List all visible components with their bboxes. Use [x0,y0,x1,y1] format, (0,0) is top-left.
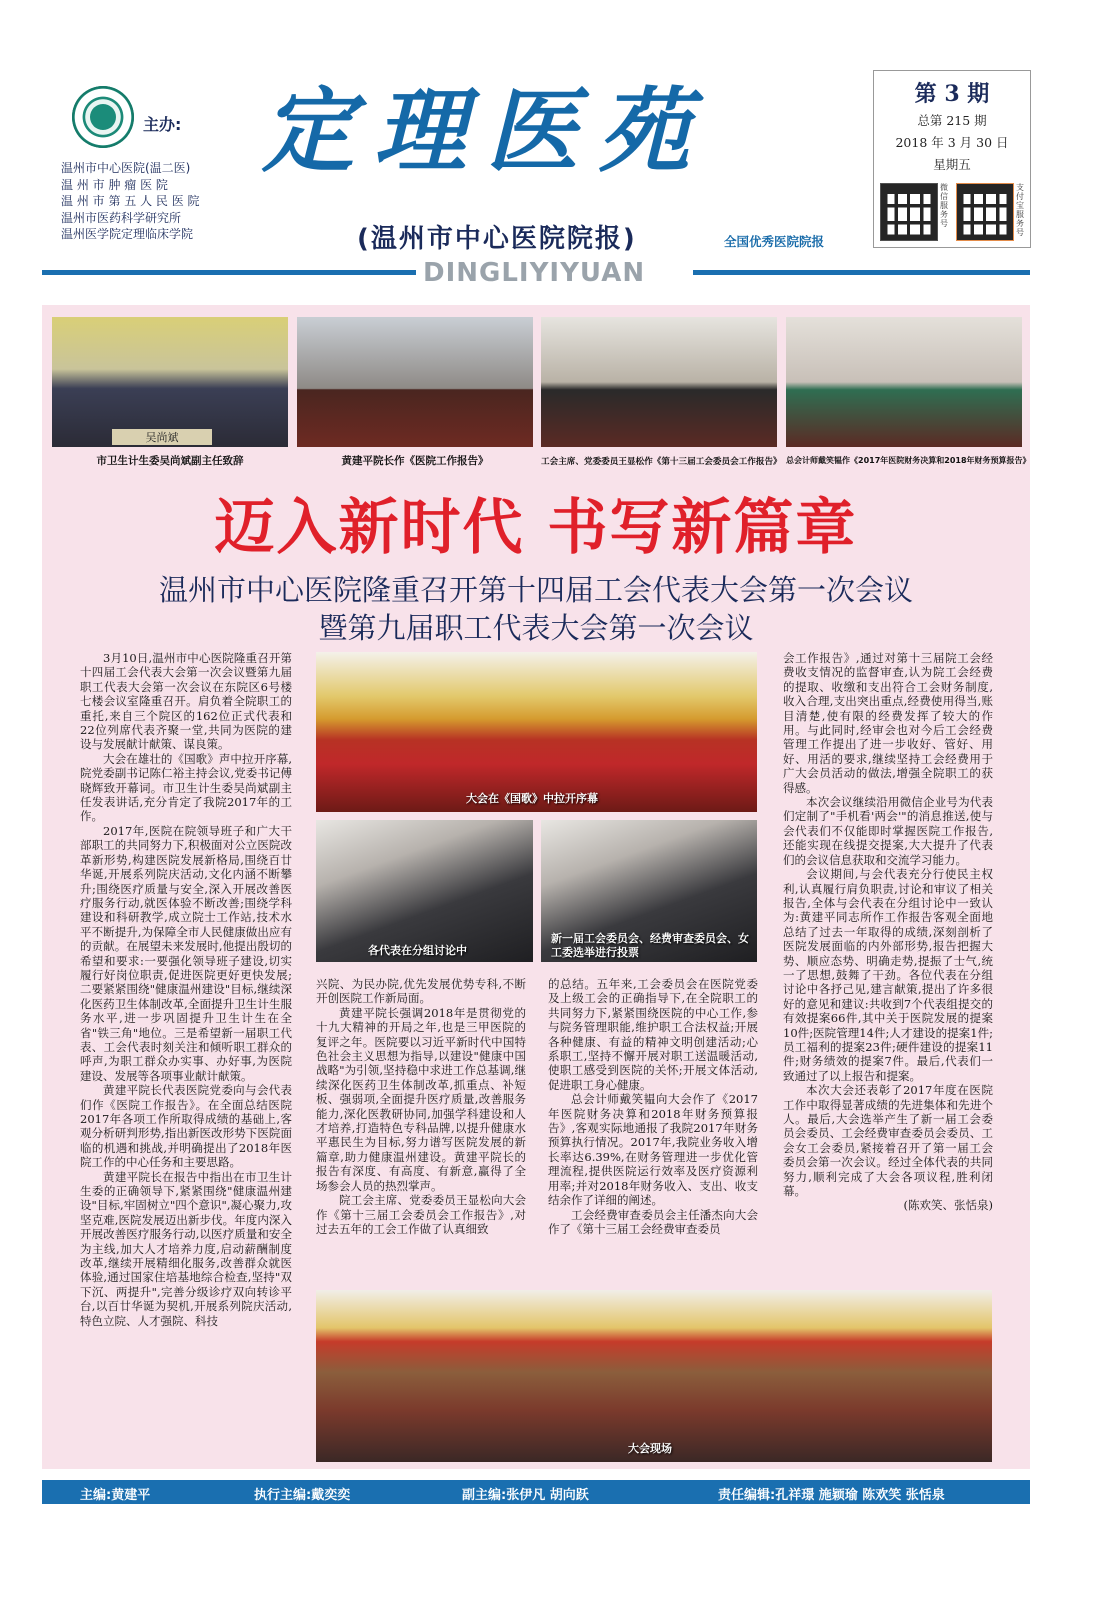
nameplate: 吴尚斌 [112,429,212,445]
article-column-3 [548,977,758,1273]
issue-total: 总第 215 期 [917,113,987,128]
hospital-logo [72,86,134,148]
paragraph: 3月10日,温州市中心医院隆重召开第十四届工会代表大会第一次会议暨第九届职工代表大会第一次会议在东院区6号楼七楼会议室隆重召开。肩负着全院职工的重托,来自三个院区的162位正式代表和22位列席代表齐聚一堂,共同为医院的建设与发展献计献策、谋良策。 [80,651,292,752]
article-signature: (陈欢笑、张恬泉) [903,1198,993,1213]
organizer-item: 温 州 市 肿 瘤 医 院 [61,177,168,192]
paragraph: 兴院、为民办院,优先发展优势专科,不断开创医院工作新局面。 [316,977,526,1006]
photo-caption: 黄建平院长作《医院工作报告》 [341,455,489,467]
paragraph: 会工作报告》,通过对第十三届院工会经费收支情况的监督审查,认为院工会经费的提取、收缴和支出符合工会财务制度,收入合理,支出突出重点,经费使用得当,账目清楚,使有限的经费发挥了较大的作用。与此同时,经审会也对今后工会经费管理工作提出了进一步收好、管好、用好、用活的要求,继续坚持工会经费用于广大会员活动的做法,增强全院职工的获得感。 [783,651,993,795]
photo-conference-hall [316,1290,992,1462]
wechat-qr-code[interactable] [880,183,938,241]
organizer-item: 温州市医药科学研究所 [61,210,182,225]
photo-group-discussion [316,820,533,962]
paragraph: 本次大会还表彰了2017年度在医院工作中取得显著成绩的先进集体和先进个人。最后,大会选举产生了新一届工会委员会委员、工会经费审查委员会委员、工会女工会委员,紧接着召开了第一届工会委员会第一次会议。经过全体代表的共同努力,顺利完成了大会各项议程,胜利闭幕。 [783,1083,993,1199]
paragraph: 黄建平院长强调2018年是贯彻党的十九大精神的开局之年,也是三甲医院的复评之年。医院要以习近平新时代中国特色社会主义思想为指导,以建设"健康中国战略"为引领,坚持稳中求进工作总基调,继续深化医药卫生体制改革,抓重点、补短板、强弱项,全面提升医疗质量,改善服务能力,深化医教研协同,加强学科建设和人才培养,打造特色专科品牌,以提升健康水平惠民生为目标,努力谱写医院发展的新篇章,助力健康温州建设。黄建平院长的报告有深度、有高度、有新意,赢得了全场参会人员的热烈掌声。 [316,1005,526,1193]
responsible-editors: 责任编辑:孔祥璟 施颖瑜 陈欢笑 张恬泉 [718,1488,945,1503]
deputy-editor: 副主编:张伊凡 胡向跃 [462,1488,589,1503]
logo-emblem [90,104,116,130]
organizer-item: 温州医学院定理临床学院 [61,227,194,242]
photo-overlay-caption: 大会在《国歌》中拉开序幕 [466,792,598,805]
photo-voting [541,820,757,962]
newspaper-pinyin: DINGLIYIYUAN [423,258,646,288]
organizer-list [61,160,200,243]
paragraph: 工会经费审查委员会主任潘杰向大会作了《第十三届工会经费审查委员 [548,1207,758,1236]
photo-union-report [541,317,777,447]
newspaper-subtitle: (温州市中心医院院报) [357,224,637,254]
photo-finance-report [786,317,1022,447]
alipay-qr-label: 支付宝服务号 [1016,183,1024,237]
editorial-footer [42,1480,1030,1504]
article-column-4 [783,651,993,1275]
paragraph: 总会计师戴笑韫向大会作了《2017年医院财务决算和2018年财务预算报告》,客观实际地通报了我院2017年财务预算执行情况。2017年,我院业务收入增长率达6.39%,在财务管理进一步优化管理流程,提供医院运行效率及医疗资源利用率;并对2018年财务收入、支出、收支结余作了详细的阐述。 [548,1092,758,1208]
issue-weekday: 星期五 [933,157,971,172]
photo-president-report [297,317,533,447]
alipay-qr-code[interactable] [956,183,1014,241]
photo-overlay-caption: 大会现场 [628,1442,672,1455]
photo-vice-director-speech [52,317,288,447]
photo-caption: 总会计师戴笑韫作《2017年医院财务决算和2018年财务预算报告》 [786,456,1031,465]
photo-caption: 工会主席、党委委员王显松作《第十三届工会委员会工作报告》 [541,457,782,467]
subheadline-line1: 温州市中心医院隆重召开第十四届工会代表大会第一次会议 [158,573,913,607]
issue-number: 第 3 期 [914,81,990,107]
chief-editor: 主编:黄建平 [80,1488,151,1503]
photo-opening-ceremony [316,652,757,812]
photo-overlay-caption: 新一届工会委员会、经费审查委员会、女工委选举进行投票 [551,932,749,959]
newspaper-title: 定理医苑 [262,77,711,185]
photo-overlay-caption: 各代表在分组讨论中 [368,944,467,957]
paragraph: 会议期间,与会代表充分行使民主权利,认真履行肩负职责,讨论和审议了相关报告,全体与会代表在分组讨论中一致认为:黄建平同志所作工作报告客观全面地总结了过去一年取得的成绩,深刻剖析了医院发展面临的内外部形势,报告把握大势、顺应态势、明确走势,提振了士气,统一了思想,鼓舞了干劲。各位代表在分组讨论中各抒己见,建言献策,提出了许多很好的意见和建议:共收到7个代表组提交的有效提案66件,其中关于医院发展的提案10件;医院管理14件;人才建设的提案1件;员工福利的提案23件;硬件建设的提案11件;财务绩效的提案7件。最后,代表们一致通过了以上报告和提案。 [783,867,993,1083]
paragraph: 本次会议继续沿用微信企业号为代表们定制了"手机看'两会'"的消息推送,使与会代表们不仅能即时掌握医院工作报告,还能实现在线提交提案,大大提升了代表们的会议信息获取和交流学习能力。 [783,795,993,867]
issue-info-box [873,70,1031,248]
organizer-item: 温 州 市 第 五 人 民 医 院 [61,194,200,209]
executive-editor: 执行主编:戴奕奕 [254,1488,351,1503]
photo-caption: 市卫生计生委吴尚斌副主任致辞 [96,455,244,467]
paragraph: 院工会主席、党委委员王显松向大会作《第十三届工会委员会工作报告》,对过去五年的工会工作做了认真细致 [316,1193,526,1236]
issue-date: 2018 年 3 月 30 日 [895,135,1009,150]
organizer-item: 温州市中心医院(温二医) [61,161,191,175]
wechat-qr-label: 微信服务号 [940,183,948,228]
article-column-2 [316,977,526,1273]
masthead-rule-right [693,270,1030,275]
paragraph: 的总结。五年来,工会委员会在医院党委及上级工会的正确指导下,在全院职工的共同努力下,紧紧围绕医院的中心工作,参与院务管理职能,维护职工合法权益;开展各种健康、有益的精神文明创建活动;心系职工,坚持不懈开展对职工送温暖活动,使职工感受到医院的关怀;开展文体活动,促进职工身心健康。 [548,977,758,1092]
paragraph: 2017年,医院在院领导班子和广大干部职工的共同努力下,积极面对公立医院改革新形势,构建医院发展新格局,围绕百廿华诞,开展系列院庆活动,文化内涵不断攀升;围绕医疗质量与安全,深入开展改善医疗服务行动,就医体验不断改善;围绕学科建设和科研教学,成立院士工作站,技术水平不断提升,为保障全市人民健康做出应有的贡献。在展望未来发展时,他提出殷切的希望和要求:一要强化领导班子建设,切实履行好岗位职责,促进医院更好更快发展;二要紧紧围绕"健康温州建设"目标,继续深化医药卫生体制改革,全面提升卫生计生服务水平,进一步巩固提升卫生计生在全省"铁三角"地位。三是希望新一届职工代表、工会代表时刻关注和倾听职工群众的呼声,为职工群众办实事、办好事,为医院建设、发展等各项事业献计献策。 [80,823,292,1083]
main-headline: 迈入新时代 书写新篇章 [214,493,858,563]
masthead-rule-left [42,270,416,275]
organizer-label: 主办: [143,115,182,134]
subheadline-line2: 暨第九届职工代表大会第一次会议 [318,611,754,645]
paragraph: 大会在雄壮的《国歌》声中拉开序幕,院党委副书记陈仁裕主持会议,党委书记傅晓辉致开幕词。市卫生计生委吴尚斌副主任发表讲话,充分肯定了我院2017年的工作。 [80,751,292,824]
paragraph: 黄建平院长在报告中指出在市卫生计生委的正确领导下,紧紧围绕"健康温州建设"目标,牢固树立"四个意识",凝心聚力,攻坚克难,医院发展迈出新步伐。年度内深入开展改善医疗服务行动,以医疗质量和安全为主线,加大人才培养力度,启动薪酬制度改革,继续开展精细化服务,改善群众就医体验,通过国家住培基地综合检查,坚持"双下沉、两提升",完善分级诊疗双向转诊平台,以百廿华诞为契机,开展系列院庆活动,特色立院、人才强院、科技 [80,1169,292,1328]
article-column-1 [80,651,292,1463]
paragraph: 黄建平院长代表医院党委向与会代表们作《医院工作报告》。在全面总结医院2017年各项工作所取得成绩的基础上,客观分析研判形势,指出新医改形势下医院面临的机遇和挑战,并明确提出了2018年医院工作的中心任务和主要思路。 [80,1083,292,1170]
award-label: 全国优秀医院院报 [724,234,825,249]
